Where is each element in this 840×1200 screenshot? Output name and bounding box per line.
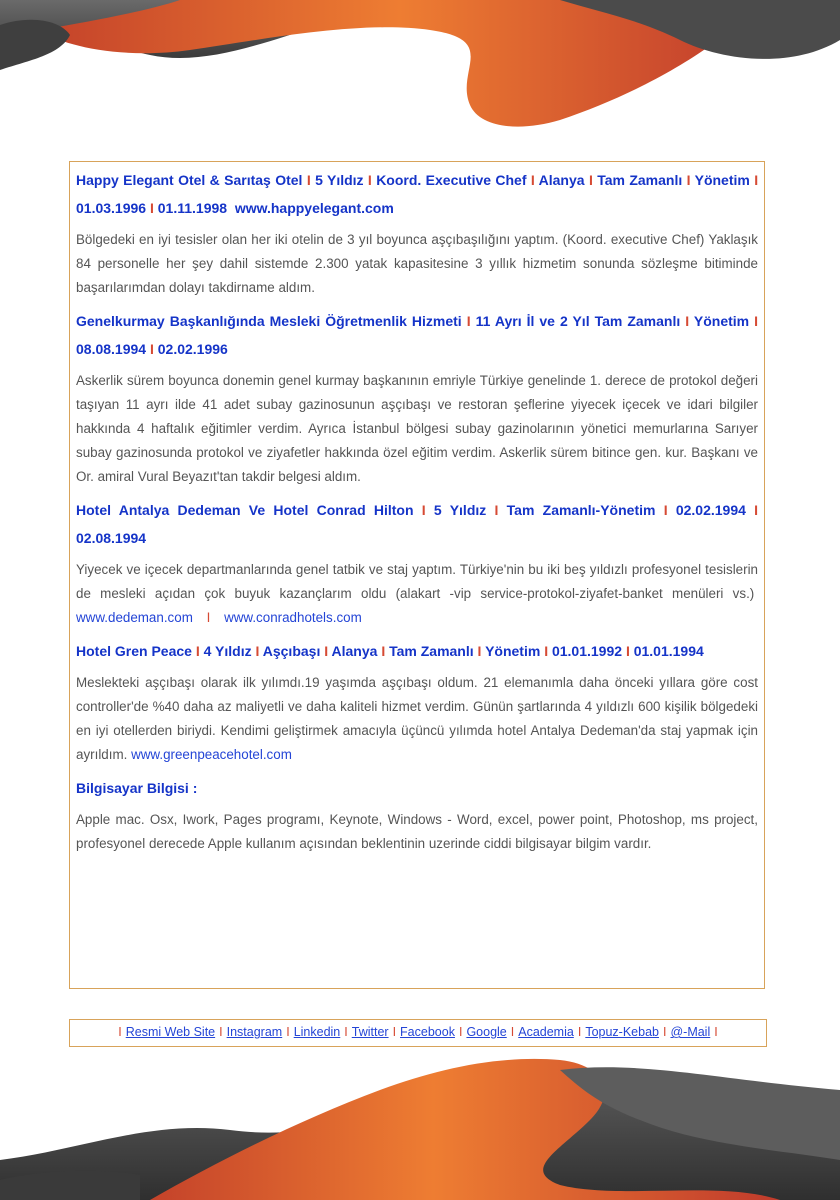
- description-text: Meslekteki aşçıbaşı olarak ilk yılımdı.19 yaşımda aşçıbaşı oldum. 21 elemanımla daha önceki yıllara göre cost controller'de %40 daha az maliyetli ve daha kaliteli hizmet verdim. Günün şartlarında 4 yıldızlı 600 kişilik bölgedeki en iyi otellerden biriydi. Kendimi geliştirmek amacıyla üçüncü yılımda hotel Antalya Dedeman'da staj yapmak için ayrıldım.: [76, 675, 758, 762]
- footer-link-website[interactable]: Resmi Web Site: [125, 1025, 216, 1039]
- separator: I: [118, 1025, 122, 1039]
- end-date: 02.08.1994: [76, 530, 147, 546]
- separator: I: [367, 172, 372, 188]
- experience-heading-1: [76, 166, 758, 222]
- employer-website-link[interactable]: www.happyelegant.com: [234, 200, 394, 216]
- computer-skills-heading: Bilgisayar Bilgisi :: [76, 780, 198, 796]
- bottom-ribbon-decoration: [0, 1050, 840, 1200]
- star-rating: 5 Yıldız: [315, 172, 364, 188]
- separator: I: [458, 1025, 463, 1039]
- position: Koord. Executive Chef: [376, 172, 527, 188]
- separator: I: [195, 643, 200, 659]
- separator: I: [149, 341, 154, 357]
- separator: I: [544, 643, 549, 659]
- separator: I: [149, 200, 154, 216]
- duration: 11 Ayrı İl ve 2 Yıl Tam Zamanlı: [475, 313, 681, 329]
- conrad-link[interactable]: www.conradhotels.com: [224, 610, 362, 625]
- start-date: 08.08.1994: [76, 341, 147, 357]
- separator: I: [625, 643, 630, 659]
- footer-link-google[interactable]: Google: [466, 1025, 507, 1039]
- separator: I: [686, 172, 691, 188]
- separator: I: [588, 172, 593, 188]
- separator: I: [255, 643, 260, 659]
- experience-description-1: Bölgedeki en iyi tesisler olan her iki otelin de 3 yıl boyunca aşçıbaşılığını yaptım. (Koord. executive Chef) Yaklaşık 84 personelle her şey dahil sistemde 2.300 yatak kapasitesine 3 yıllık hizmetim sonunda sözleşme bitiminde başarılarımdan dolayı takdirname aldım.: [76, 232, 758, 295]
- role-level: Yönetim: [693, 313, 750, 329]
- experience-heading-3: [76, 496, 758, 552]
- employment-type: Tam Zamanlı: [389, 643, 474, 659]
- separator: I: [685, 313, 690, 329]
- separator: I: [286, 1025, 290, 1039]
- experience-box: [69, 161, 765, 989]
- role-level: Yönetim: [485, 643, 541, 659]
- greenpeace-link[interactable]: www.greenpeacehotel.com: [131, 747, 292, 762]
- separator: I: [754, 313, 759, 329]
- end-date: 02.02.1996: [157, 341, 228, 357]
- start-date: 02.02.1994: [675, 502, 746, 518]
- separator: I: [714, 1025, 718, 1039]
- separator: I: [530, 172, 535, 188]
- experience-heading-4: [76, 637, 758, 665]
- footer-link-twitter[interactable]: Twitter: [351, 1025, 389, 1039]
- separator: I: [324, 643, 329, 659]
- role-level: Yönetim: [694, 172, 750, 188]
- separator: I: [577, 1025, 582, 1039]
- separator: I: [754, 172, 759, 188]
- employer-name: Genelkurmay Başkanlığında Mesleki Öğretmenlik Hizmeti: [76, 313, 462, 329]
- experience-description-2: Askerlik sürem boyunca donemin genel kurmay başkanının emriyle Türkiye genelinde 1. derece de protokol değeri taşıyan 11 ayrı ilde 41 adet subay gazinosunun aşçıbaşı ve restoran şeflerine yiyecek içecek ve idari bilgiler hakkında 4 haftalık eğitimler verdim. Ayrıca İstanbul bölgesi subay gazinolarının yönetici memurlarına Sarıyer subay gazinosunda protokol ve ziyafetler hakkında özel eğitim verdim. Askerlik sürem bitince gen. kur. Başkanı ve Or. amiral Vural Beyazıt'tan takdir belgesi aldım.: [76, 373, 758, 484]
- footer-link-facebook[interactable]: Facebook: [400, 1025, 455, 1039]
- location: Alanya: [331, 643, 378, 659]
- separator: I: [306, 172, 311, 188]
- footer-link-linkedin[interactable]: Linkedin: [293, 1025, 341, 1039]
- separator: I: [206, 610, 211, 625]
- separator: I: [219, 1025, 223, 1039]
- footer-link-academia[interactable]: Academia: [518, 1025, 574, 1039]
- employment-type: Tam Zamanlı-Yönetim: [506, 502, 656, 518]
- employer-name: Happy Elegant Otel & Sarıtaş Otel: [76, 172, 303, 188]
- separator: I: [421, 502, 426, 518]
- separator: I: [477, 643, 482, 659]
- location: Alanya: [538, 172, 585, 188]
- experience-description-4: [76, 671, 758, 767]
- separator: I: [466, 313, 471, 329]
- dedeman-link[interactable]: www.dedeman.com: [76, 610, 193, 625]
- separator: I: [754, 502, 759, 518]
- footer-link-bar: [69, 1019, 767, 1047]
- separator: I: [494, 502, 499, 518]
- star-rating: 5 Yıldız: [433, 502, 487, 518]
- star-rating: 4 Yıldız: [203, 643, 252, 659]
- footer-link-instagram[interactable]: Instagram: [226, 1025, 283, 1039]
- footer-link-topuz-kebab[interactable]: Topuz-Kebab: [585, 1025, 659, 1039]
- experience-heading-2: [76, 307, 758, 363]
- end-date: 01.01.1994: [633, 643, 704, 659]
- separator: I: [392, 1025, 397, 1039]
- employer-name: Hotel Gren Peace: [76, 643, 192, 659]
- separator: I: [663, 502, 668, 518]
- start-date: 01.01.1992: [551, 643, 623, 659]
- position: Aşçıbaşı: [262, 643, 321, 659]
- footer-link-email[interactable]: @-Mail: [670, 1025, 711, 1039]
- description-text: Yiyecek ve içecek departmanlarında genel tatbik ve staj yaptım. Türkiye'nin bu iki beş yıldızlı profesyonel tesislerin de mesleki açıdan çok buyuk kazançlarım oldu (alakart -vip service-protokol-ziyafet-banket menüleri vs.): [76, 562, 758, 601]
- employment-type: Tam Zamanlı: [597, 172, 683, 188]
- top-ribbon-decoration: [0, 0, 840, 140]
- separator: I: [344, 1025, 348, 1039]
- separator: I: [381, 643, 386, 659]
- separator: I: [662, 1025, 667, 1039]
- separator: I: [510, 1025, 515, 1039]
- experience-description-3: [76, 558, 758, 630]
- employer-name: Hotel Antalya Dedeman Ve Hotel Conrad Hilton: [76, 502, 414, 518]
- end-date: 01.11.1998: [157, 200, 228, 216]
- computer-skills-text: Apple mac. Osx, Iwork, Pages programı, Keynote, Windows - Word, excel, power point, Photoshop, ms project, profesyonel derecede Apple kullanım açısından beklentinin uzerinde ciddi bilgisayar bilgim vardır.: [76, 812, 758, 851]
- start-date: 01.03.1996: [76, 200, 147, 216]
